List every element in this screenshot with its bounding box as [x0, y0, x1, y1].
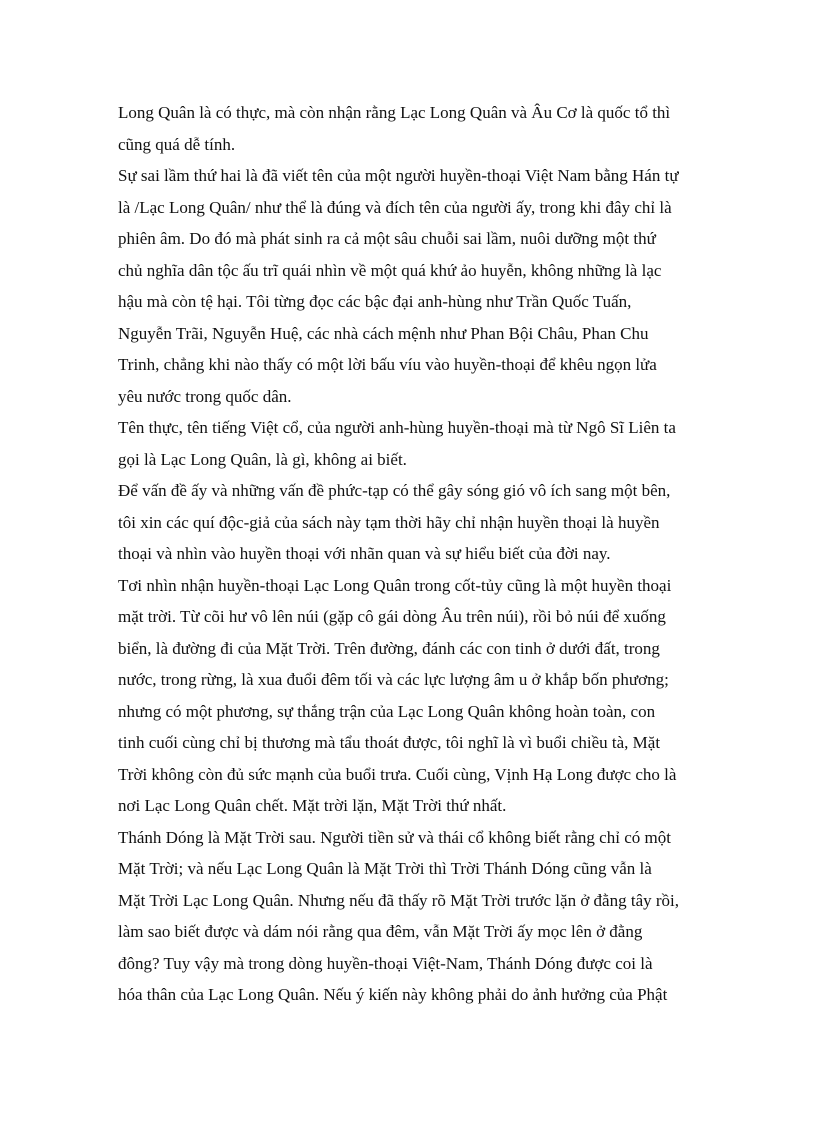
text-line: mặt trời. Từ cõi hư vô lên núi (gặp cô gái dòng Âu trên núi), rồi bỏ núi để xuống [118, 607, 666, 626]
text-line: tinh cuối cùng chỉ bị thương mà tẩu thoát được, tôi nghĩ là vì buổi chiều tà, Mặt [118, 733, 661, 752]
text-line: hóa thân của Lạc Long Quân. Nếu ý kiến này không phải do ảnh hưởng của Phật [118, 985, 668, 1004]
text-line: nước, trong rừng, là xua đuổi đêm tối và các lực lượng âm u ở khắp bốn phương; [118, 670, 669, 689]
text-line: nhưng có một phương, sự thắng trận của Lạc Long Quân không hoàn toàn, con [118, 701, 656, 721]
text-line: Để vấn đề ấy và những vấn đề phức-tạp có thể gây sóng gió vô ích sang một bên, [118, 481, 671, 500]
text-line: Thánh Dóng là Mặt Trời sau. Người tiền sử và thái cổ không biết rằng chỉ có một [118, 827, 671, 847]
text-line: Trời không còn đủ sức mạnh của buổi trưa. Cuối cùng, Vịnh Hạ Long được cho là [118, 764, 677, 784]
text-line: tôi xin các quí độc-giả của sách này tạm thời hãy chỉ nhận huyền thoại là huyền [118, 512, 660, 532]
text-line: Long Quân là có thực, mà còn nhận rằng Lạc Long Quân và Âu Cơ là quốc tổ thì [118, 103, 671, 122]
text-line: phiên âm. Do đó mà phát sinh ra cả một sâu chuỗi sai lầm, nuôi dưỡng một thứ [118, 229, 656, 248]
text-line: Trinh, chẳng khi nào thấy có một lời bấu víu vào huyền-thoại để khêu ngọn lửa [118, 355, 657, 374]
text-line: hậu mà còn tệ hại. Tôi từng đọc các bậc đại anh-hùng như Trần Quốc Tuấn, [118, 292, 632, 311]
text-line: chủ nghĩa dân tộc ấu trĩ quái nhìn về một quá khứ ảo huyễn, không những là lạc [118, 260, 662, 280]
text-line: Mặt Trời; và nếu Lạc Long Quân là Mặt Trời thì Trời Thánh Dóng cũng vẫn là [118, 859, 652, 878]
text-line: Tơi nhìn nhận huyền-thoại Lạc Long Quân trong cốt-tủy cũng là một huyền thoại [118, 575, 672, 595]
text-line: biển, là đường đi của Mặt Trời. Trên đường, đánh các con tinh ở dưới đất, trong [118, 638, 660, 658]
text-line: là /Lạc Long Quân/ như thể là đúng và đích tên của người ấy, trong khi đây chỉ là [118, 197, 672, 217]
text-line: nơi Lạc Long Quân chết. Mặt trời lặn, Mặt Trời thứ nhất. [118, 796, 507, 815]
text-line: cũng quá dễ tính. [118, 134, 236, 154]
text-line: yêu nước trong quốc dân. [118, 386, 292, 406]
text-line: gọi là Lạc Long Quân, là gì, không ai biết. [118, 449, 407, 469]
text-line: thoại và nhìn vào huyền thoại với nhãn quan và sự hiểu biết của đời nay. [118, 544, 611, 563]
text-line: Mặt Trời Lạc Long Quân. Nhưng nếu đã thấy rõ Mặt Trời trước lặn ở đằng tây rồi, [118, 890, 680, 910]
text-line: Nguyễn Trãi, Nguyễn Huệ, các nhà cách mệnh như Phan Bội Châu, Phan Chu [118, 323, 649, 343]
text-line: Tên thực, tên tiếng Việt cổ, của người anh-hùng huyền-thoại mà từ Ngô Sĩ Liên ta [118, 418, 676, 437]
text-line: làm sao biết được và dám nói rằng qua đêm, vẫn Mặt Trời ấy mọc lên ở đằng [118, 922, 643, 941]
text-line: đông? Tuy vậy mà trong dòng huyền-thoại Việt-Nam, Thánh Dóng được coi là [118, 953, 653, 973]
body-text [118, 97, 718, 1011]
text-line: Sự sai lầm thứ hai là đã viết tên của một người huyền-thoại Việt Nam bằng Hán tự [118, 166, 679, 185]
